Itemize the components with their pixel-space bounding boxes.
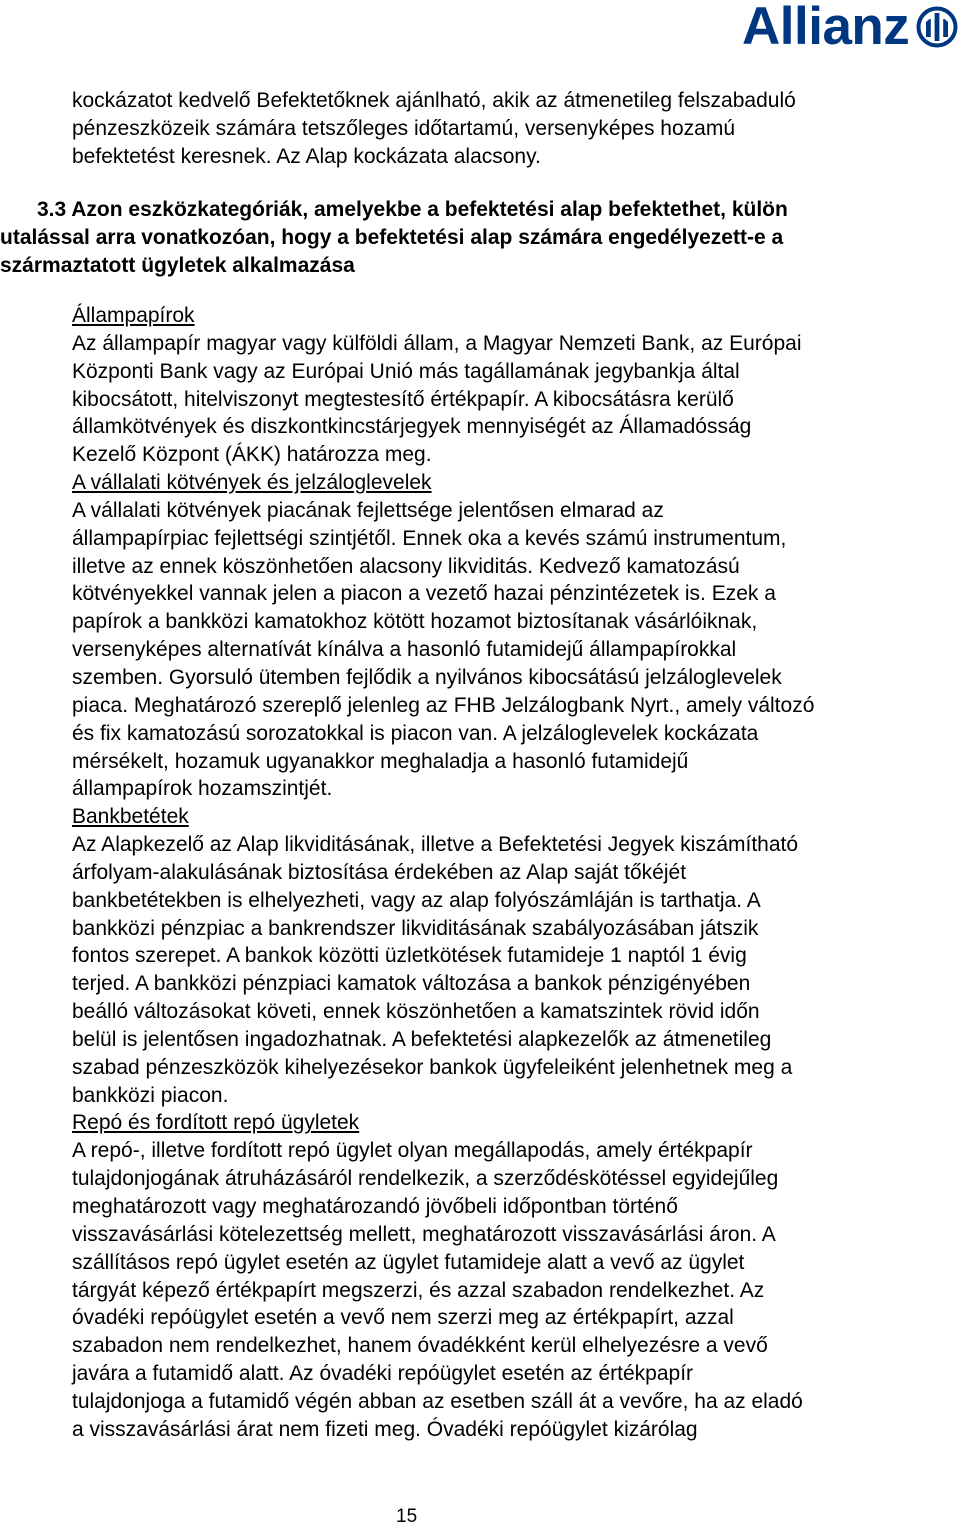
body-line: piaca. Meghatározó szereplő jelenleg az FHB Jelzálogbank Nyrt., amely változó bbox=[72, 693, 815, 717]
body-line: terjed. A bankközi pénzpiaci kamatok változása a bankok pénzigényében bbox=[72, 972, 751, 996]
body-line: a visszavásárlási árat nem fizeti meg. Óvadéki repóügylet kizárólag bbox=[72, 1417, 698, 1441]
body-line: szabad pénzeszközök kihelyezésekor bankok ügyfeleiként jelenhetnek meg a bbox=[72, 1055, 793, 1079]
body-line: A repó-, illetve fordított repó ügylet olyan megállapodás, amely értékpapír bbox=[72, 1139, 753, 1163]
body-line: szemben. Gyorsuló ütemben fejlődik a nyilvános kibocsátású jelzáloglevelek bbox=[72, 665, 782, 689]
body-line: befektetést keresnek. Az Alap kockázata alacsony. bbox=[72, 145, 541, 168]
page-number: 15 bbox=[396, 1506, 418, 1527]
body-line: mérsékelt, hozamuk ugyanakkor meghaladja a hasonló futamidejű bbox=[72, 749, 689, 773]
body-line: tulajdonjoga a futamidő végén abban az esetben száll át a vevőre, ha az eladó bbox=[72, 1389, 803, 1413]
body-line: visszavásárlási kötelezettség mellett, meghatározott visszavásárlási áron. A bbox=[72, 1222, 776, 1246]
section-heading bbox=[0, 196, 788, 280]
body-line: meghatározott vagy meghatározandó jövőbeli időpontban történő bbox=[72, 1195, 678, 1218]
heading-line: származtatott ügyletek alkalmazása bbox=[0, 254, 355, 277]
body-line: versenyképes alternatívát kínálva a hasonló futamidejű állampapírokkal bbox=[72, 638, 737, 662]
body-line: Kezelő Központ (ÁKK) határozza meg. bbox=[72, 443, 432, 467]
heading-line: 3.3 Azon eszközkategóriák, amelyekbe a befektetési alap befektethet, külön bbox=[37, 198, 788, 221]
heading-line: utalással arra vonatkozóan, hogy a befektetési alap számára engedélyezett-e a bbox=[0, 226, 784, 249]
body-line: fontos szerepet. A bankok közötti üzletkötések futamideje 1 naptól 1 évig bbox=[72, 944, 747, 968]
body-line: tárgyát képező értékpapírt megszerzi, és azzal szabadon rendelkezhet. Az bbox=[72, 1278, 765, 1302]
body-line: belül is jelentősen ingadozhatnak. A befektetési alapkezelők az átmenetileg bbox=[72, 1027, 772, 1051]
body-line: szabadon nem rendelkezhet, hanem óvadékként kerül elhelyezésre a vevő bbox=[72, 1334, 768, 1358]
body-line: papírok a bankközi kamatokhoz kötött hozamot biztosítanak vásárlóiknak, bbox=[72, 610, 758, 634]
body-line: és fix kamatozású sorozatokkal is piacon van. A jelzáloglevelek kockázata bbox=[72, 721, 759, 745]
main-body bbox=[72, 302, 814, 1444]
body-line: óvadéki repóügylet esetén a vevő nem szerzi meg az értékpapírt, azzal bbox=[72, 1306, 734, 1330]
body-line: beálló változásokat követi, ennek köszönhetően a kamatszintek rövid időn bbox=[72, 1000, 760, 1024]
subsection-title: Bankbetétek bbox=[72, 805, 189, 829]
body-line: bankközi piacon. bbox=[72, 1083, 229, 1107]
body-line: tulajdonjogának átruházásáról rendelkezik, a szerződéskötéssel egyidejűleg bbox=[72, 1167, 779, 1191]
subsection-title: Repó és fordított repó ügyletek bbox=[72, 1111, 360, 1135]
body-line: kötvényekkel vannak jelen a piacon a vezető hazai pénzintézetek is. Ezek a bbox=[72, 582, 776, 606]
body-line: A vállalati kötvények piacának fejlettsége jelentősen elmarad az bbox=[72, 498, 664, 522]
body-line: Az állampapír magyar vagy külföldi állam, a Magyar Nemzeti Bank, az Európai bbox=[72, 331, 802, 355]
body-line: árfolyam-alakulásának biztosítása érdekében az Alap saját tőkéjét bbox=[72, 860, 687, 884]
body-line: államkötvények és diszkontkincstárjegyek mennyiségét az Államadósság bbox=[72, 415, 752, 439]
body-line: szállításos repó ügylet esetén az ügylet futamideje alatt a vevő az ügylet bbox=[72, 1250, 745, 1274]
body-line: bankközi pénzpiac a bankrendszer likviditásának szabályozásában játszik bbox=[72, 916, 759, 940]
body-line: kockázatot kedvelő Befektetőknek ajánlható, akik az átmenetileg felszabaduló bbox=[72, 89, 796, 112]
intro-paragraph bbox=[72, 87, 796, 171]
body-line: kibocsátott, hitelviszonyt megtestesítő értékpapír. A kibocsátásra kerülő bbox=[72, 387, 734, 411]
subsection-title: Állampapírok bbox=[72, 304, 195, 327]
body-line: állampapírok hozamszintjét. bbox=[72, 777, 333, 801]
allianz-emblem-icon bbox=[916, 5, 958, 49]
subsection-title: A vállalati kötvények és jelzáloglevelek bbox=[72, 471, 432, 495]
body-line: illetve az ennek köszönhetően alacsony likviditás. Kedvező kamatozású bbox=[72, 554, 740, 578]
body-line: Központi Bank vagy az Európai Unió más tagállamának jegybankja által bbox=[72, 359, 740, 383]
body-line: javára a futamidő alatt. Az óvadéki repóügylet esetén az értékpapír bbox=[72, 1362, 694, 1386]
body-line: bankbetétekben is elhelyezheti, vagy az alap folyószámláján is tarthatja. A bbox=[72, 888, 761, 912]
logo-wordmark: Allianz bbox=[742, 0, 910, 56]
body-line: pénzeszközeik számára tetszőleges időtartamú, versenyképes hozamú bbox=[72, 117, 735, 140]
body-line: Az Alapkezelő az Alap likviditásának, illetve a Befektetési Jegyek kiszámítható bbox=[72, 833, 799, 857]
body-line: állampapírpiac fejlettségi szintjétől. Ennek oka a kevés számú instrumentum, bbox=[72, 526, 787, 550]
